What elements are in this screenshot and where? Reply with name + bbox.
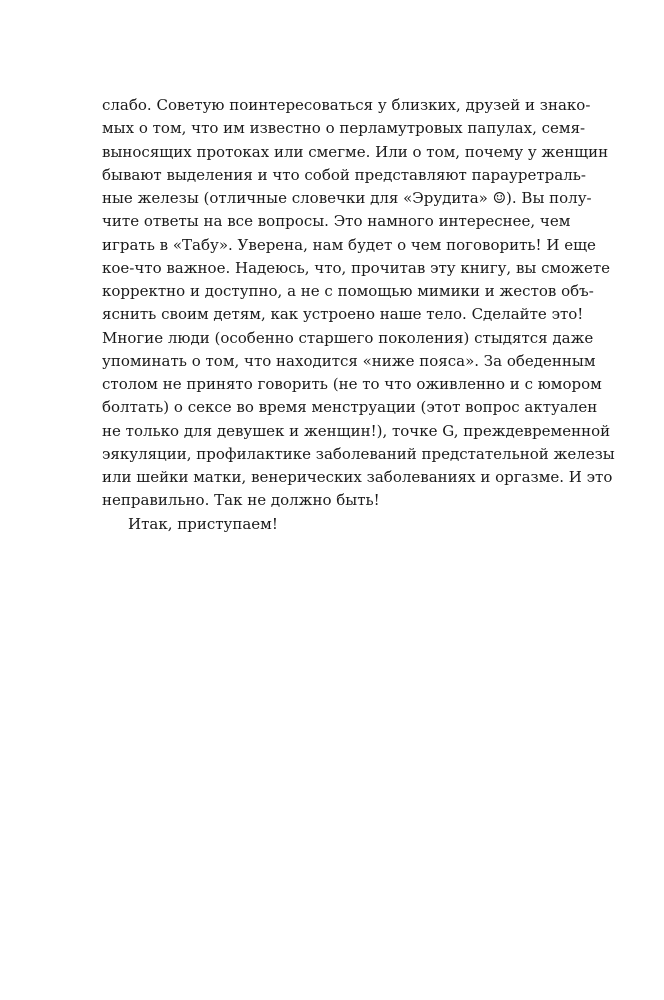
text-line: чите ответы на все вопросы. Это намного интереснее, чем — [102, 212, 571, 231]
text-line: эякуляции, профилактике заболеваний предстательной железы — [102, 444, 615, 463]
text-line: не только для девушек и женщин!), точке G, преждевременной — [102, 421, 611, 440]
text-line: выносящих протоках или смегме. Или о том, почему у женщин — [102, 142, 609, 161]
text-line: корректно и доступно, а не с помощью мимики и жестов объ- — [102, 282, 594, 300]
text-line: упоминать о том, что находится «ниже пояса». За обеденным — [102, 351, 596, 370]
text-line: мых о том, что им известно о перламутровых папулах, семя- — [102, 119, 586, 138]
body-text — [102, 94, 615, 536]
text-line: столом не принято говорить (не то что оживленно и с юмором — [102, 375, 602, 393]
text-line: бывают выделения и что собой представляют парауретраль- — [102, 165, 586, 184]
text-line: яснить своим детям, как устроено наше тело. Сделайте это! — [102, 305, 584, 324]
text-line: болтать) о сексе во время менструации (этот вопрос актуален — [102, 398, 598, 417]
paragraph-text: Итак, приступаем! — [128, 514, 278, 533]
text-line: неправильно. Так не должно быть! — [102, 491, 380, 510]
text-line: ные железы (отличные словечки для «Эрудита» ☺). Вы полу- — [102, 189, 592, 207]
text-line: или шейки матки, венерических заболеваниях и оргазме. И это — [102, 468, 613, 486]
text-line: кое-что важное. Надеюсь, что, прочитав эту книгу, вы сможете — [102, 258, 611, 277]
text-line: Многие люди (особенно старшего поколения) стыдятся даже — [102, 328, 594, 347]
text-line: играть в «Табу». Уверена, нам будет о чем поговорить! И еще — [102, 235, 596, 254]
text-line: слабо. Советую поинтересоваться у близких, друзей и знако- — [102, 96, 591, 114]
